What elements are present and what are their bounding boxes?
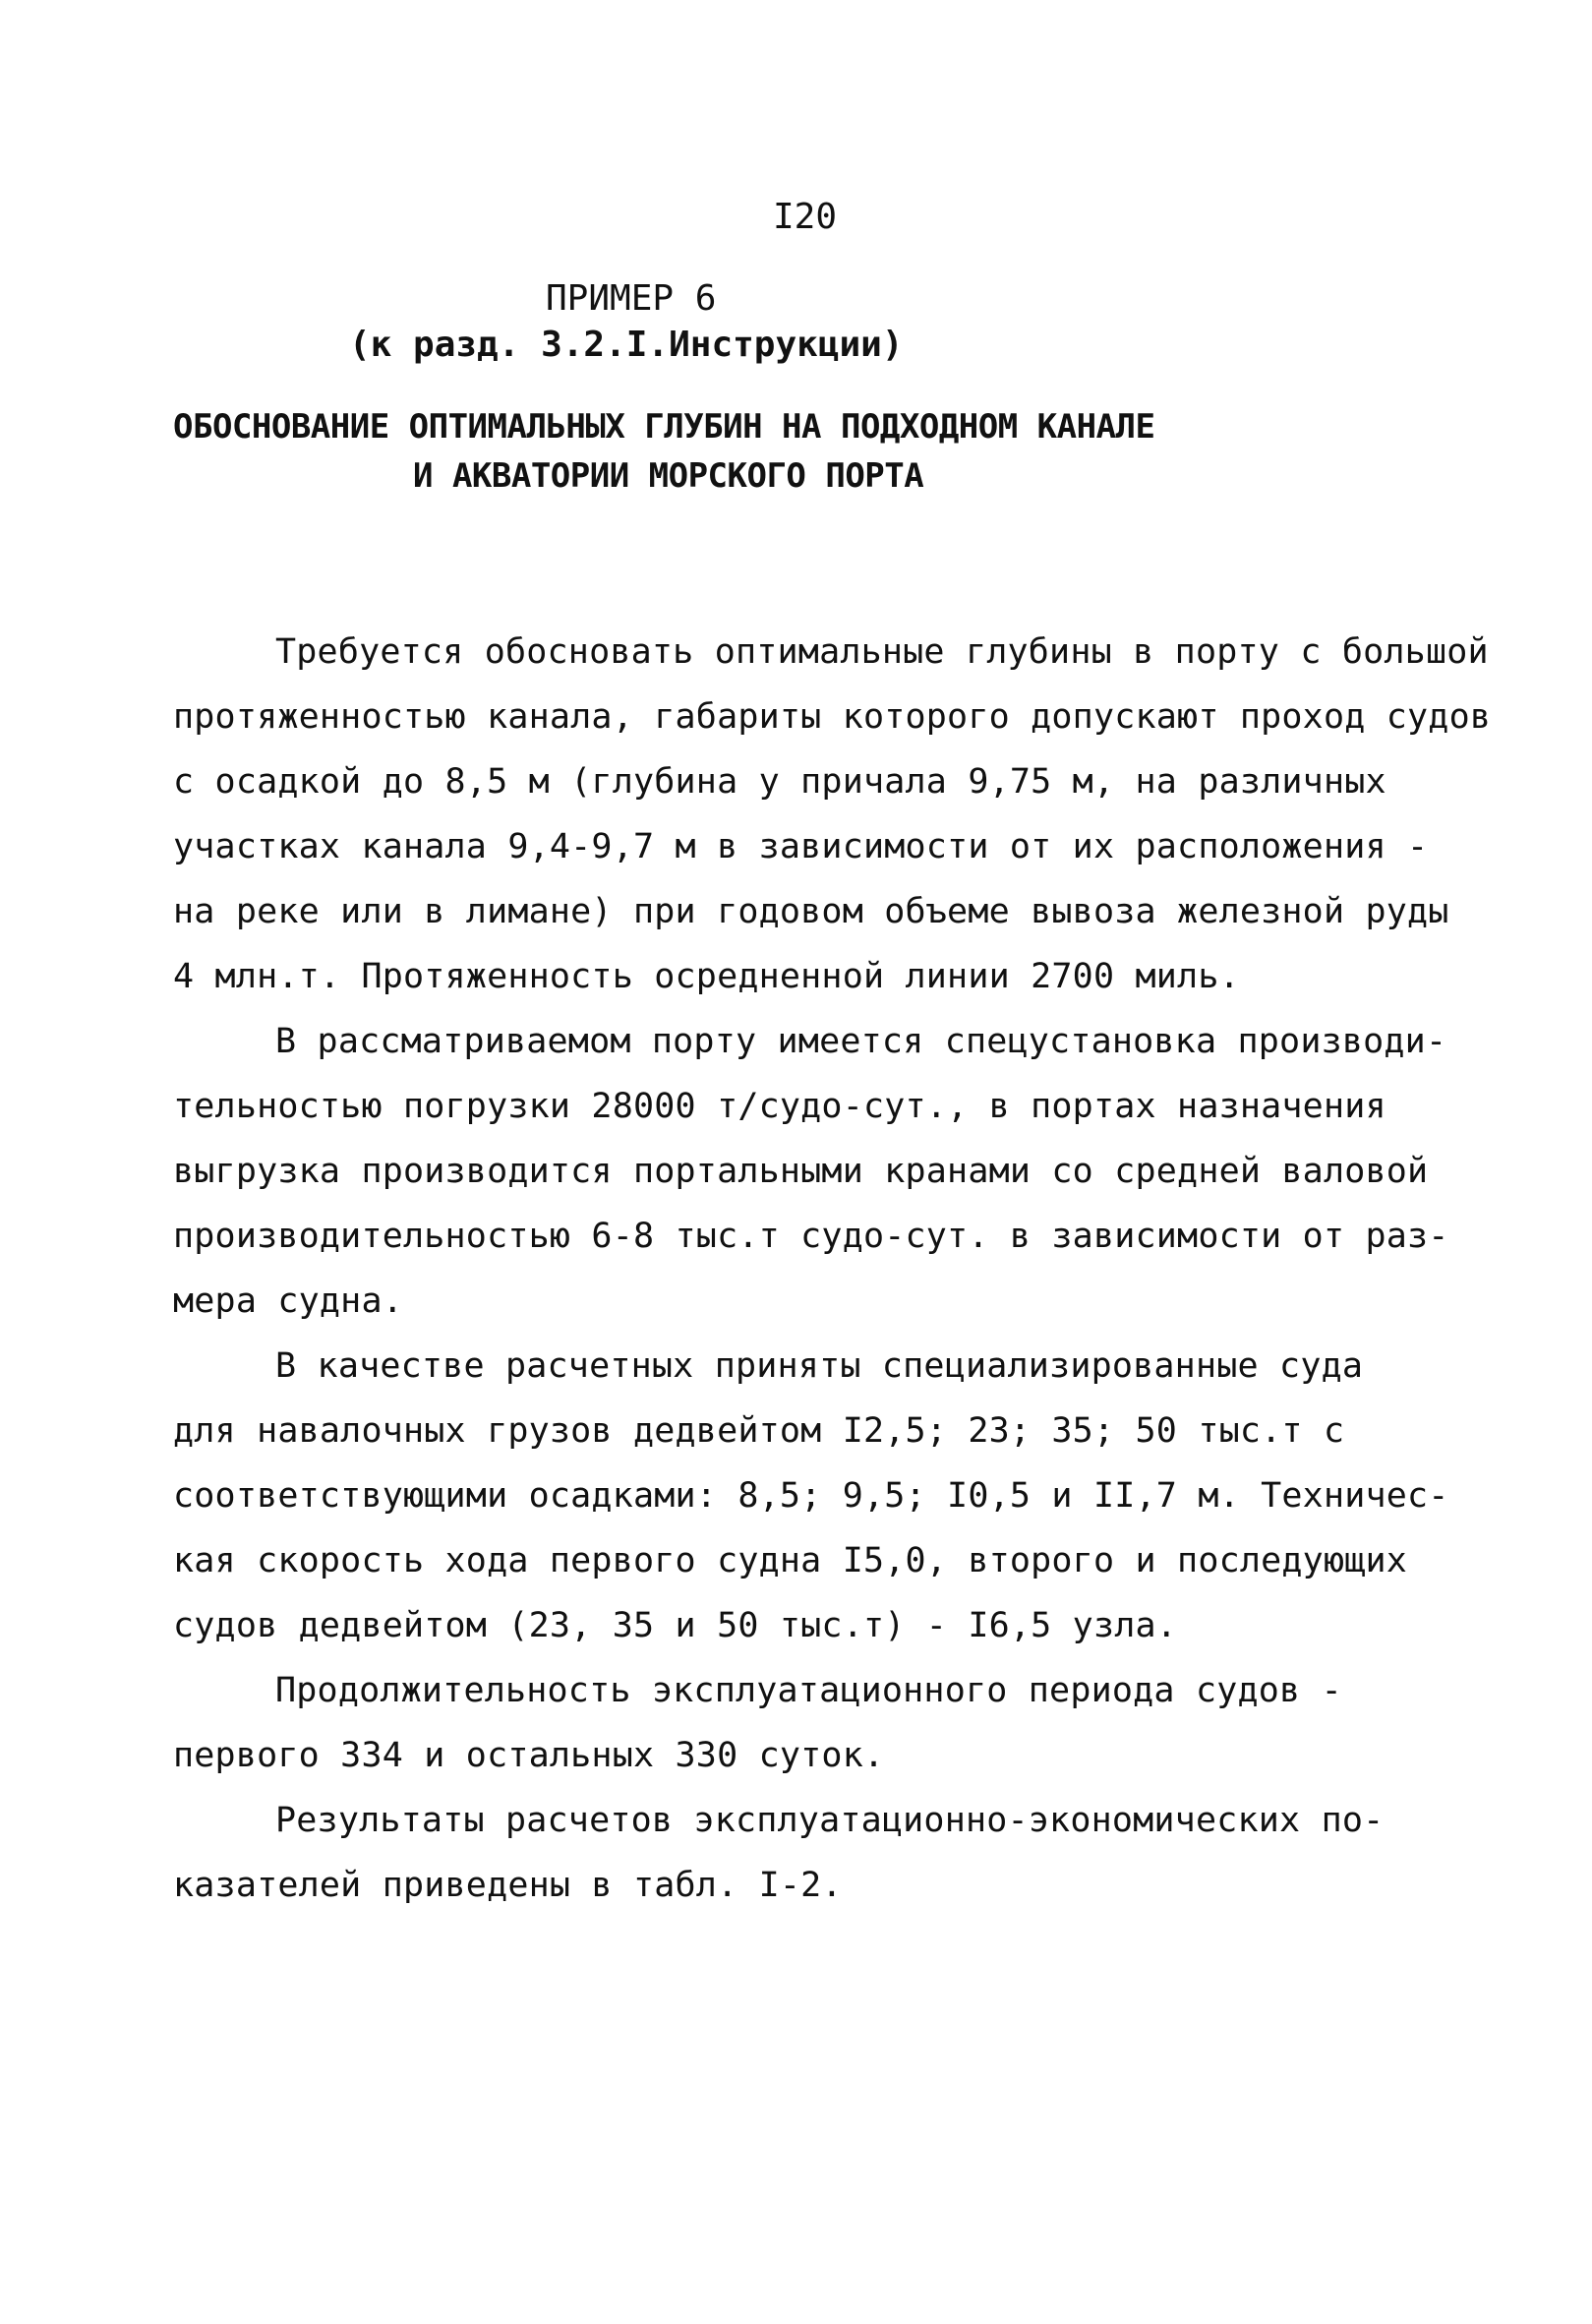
body-line: В рассматриваемом порту имеется спецустановка производи- [275,1022,1447,1061]
body-line: тельностью погрузки 28000 т/судо-сут., в портах назначения [173,1087,1386,1126]
body-line: В качестве расчетных приняты специализированные суда [275,1346,1364,1386]
page-number: I20 [773,197,838,237]
body-line: с осадкой до 8,5 м (глубина у причала 9,75 м, на различных [173,762,1386,802]
document-title-line-1: ОБОСНОВАНИЕ ОПТИМАЛЬНЫХ ГЛУБИН НА ПОДХОДНОМ КАНАЛЕ [173,407,1155,447]
body-line: первого 334 и остальных 330 суток. [173,1736,885,1775]
body-line: соответствующими осадками: 8,5; 9,5; I0,5 и II,7 м. Техничес- [173,1476,1449,1516]
body-line: судов дедвейтом (23, 35 и 50 тыс.т) - I6,5 узла. [173,1606,1178,1645]
document-title-line-2: И АКВАТОРИИ МОРСКОГО ПОРТА [413,456,924,496]
body-line: для навалочных грузов дедвейтом I2,5; 23; 35; 50 тыс.т с [173,1411,1345,1451]
body-line: 4 млн.т. Протяженность осредненной линии 2700 миль. [173,957,1240,996]
body-line: Результаты расчетов эксплуатационно-экономических по- [275,1801,1385,1840]
body-line: производительностью 6-8 тыс.т судо-сут. в зависимости от раз- [173,1217,1449,1256]
body-line: протяженностью канала, габариты которого допускают проход судов [173,697,1492,737]
body-line: выгрузка производится портальными кранами со средней валовой [173,1152,1429,1191]
body-line: кая скорость хода первого судна I5,0, второго и последующих [173,1541,1408,1580]
body-line: Требуется обосновать оптимальные глубины в порту с большой [275,632,1489,672]
example-label: ПРИМЕР 6 [546,278,717,319]
body-line: мера судна. [173,1281,403,1321]
section-reference: (к разд. 3.2.I.Инструкции) [349,325,904,365]
body-line: Продолжительность эксплуатационного периода судов - [275,1671,1342,1710]
body-line: участках канала 9,4-9,7 м в зависимости от их расположения - [173,827,1429,866]
body-line: на реке или в лимане) при годовом объеме вывоза железной руды [173,892,1449,931]
body-line: казателей приведены в табл. I-2. [173,1866,843,1905]
